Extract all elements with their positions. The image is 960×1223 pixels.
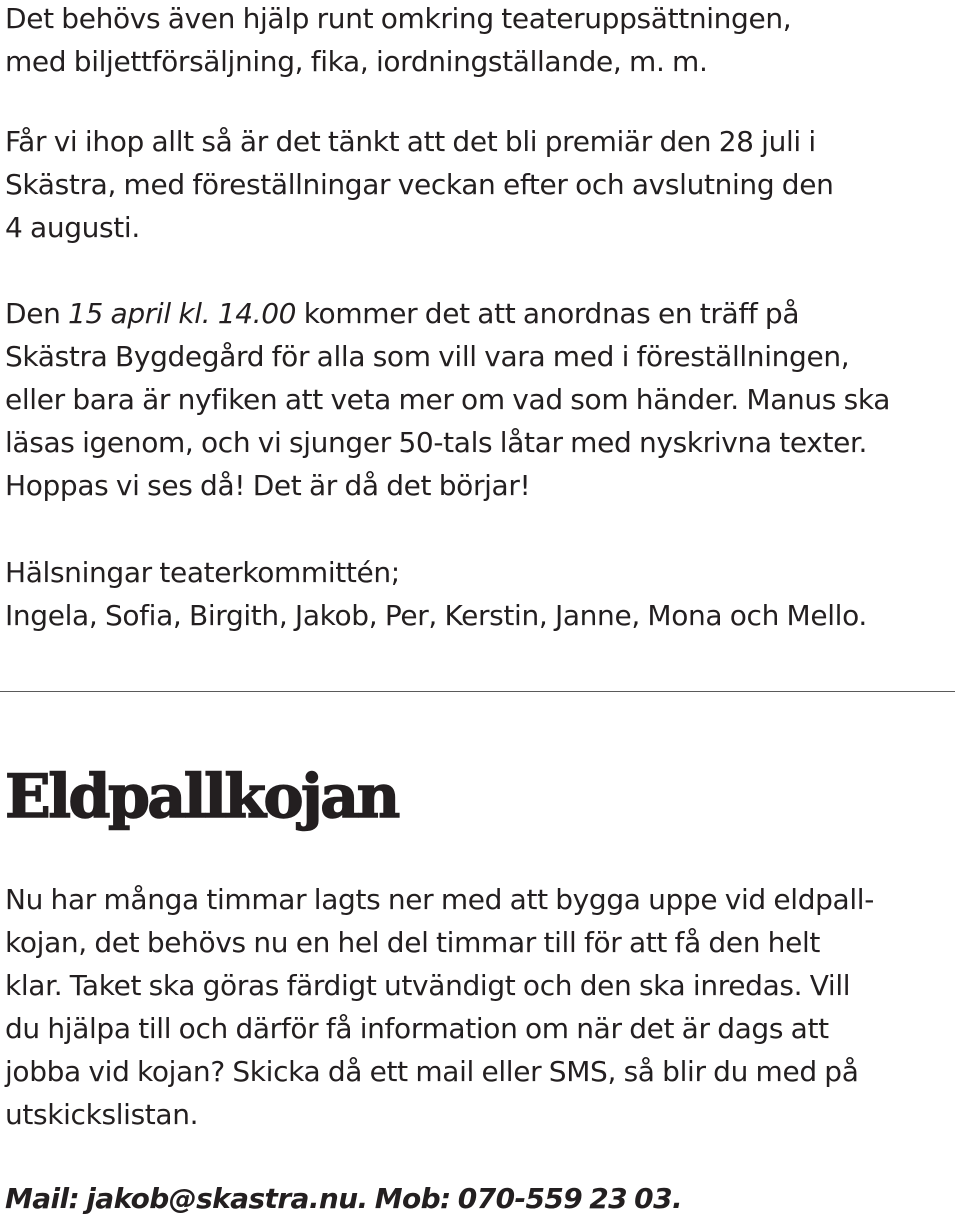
text-line: läsas igenom, och vi sjunger 50-tals låtar med nyskrivna texter. xyxy=(5,426,868,459)
contact-info: Mail: jakob@skastra.nu. Mob: 070-559 23 03. xyxy=(5,1182,682,1215)
text-line: Får vi ihop allt så är det tänkt att det bli premiär den 28 juli i xyxy=(5,125,816,158)
text-line xyxy=(5,292,890,335)
paragraph-eldpallkojan xyxy=(5,878,874,1136)
text-line: Hoppas vi ses då! Det är då det börjar! xyxy=(5,469,531,502)
text-line: eller bara är nyfiken att veta mer om vad som händer. Manus ska xyxy=(5,383,891,416)
text-line: Det behövs även hjälp runt omkring teateruppsättningen, xyxy=(5,2,792,35)
text-line: Nu har många timmar lagts ner med att bygga uppe vid eldpall- xyxy=(5,883,874,916)
text-fragment: kommer det att anordnas en träff på xyxy=(296,297,800,330)
paragraph-greeting xyxy=(5,551,867,637)
section-heading: Eldpallkojan xyxy=(5,762,398,832)
paragraph-premiere xyxy=(5,120,834,249)
text-line: utskickslistan. xyxy=(5,1098,199,1131)
text-line: med biljettförsäljning, fika, iordningställande, m. m. xyxy=(5,45,708,78)
committee-names: Ingela, Sofia, Birgith, Jakob, Per, Kerstin, Janne, Mona och Mello. xyxy=(5,599,867,632)
text-line: Hälsningar teaterkommittén; xyxy=(5,556,400,589)
text-line: du hjälpa till och därför få information om när det är dags att xyxy=(5,1012,829,1045)
text-line: 4 augusti. xyxy=(5,211,140,244)
text-line: kojan, det behövs nu en hel del timmar till för att få den helt xyxy=(5,926,820,959)
section-divider xyxy=(0,691,955,692)
text-line: jobba vid kojan? Skicka då ett mail eller SMS, så blir du med på xyxy=(5,1055,859,1088)
meeting-date: 15 april kl. 14.00 xyxy=(68,297,297,330)
text-line: klar. Taket ska göras färdigt utvändigt och den ska inredas. Vill xyxy=(5,969,851,1002)
paragraph-help-needed xyxy=(5,0,791,83)
paragraph-meeting xyxy=(5,292,890,507)
text-line: Skästra Bygdegård för alla som vill vara med i föreställningen, xyxy=(5,340,850,373)
text-fragment: Den xyxy=(5,297,69,330)
text-line: Skästra, med föreställningar veckan efter och avslutning den xyxy=(5,168,834,201)
